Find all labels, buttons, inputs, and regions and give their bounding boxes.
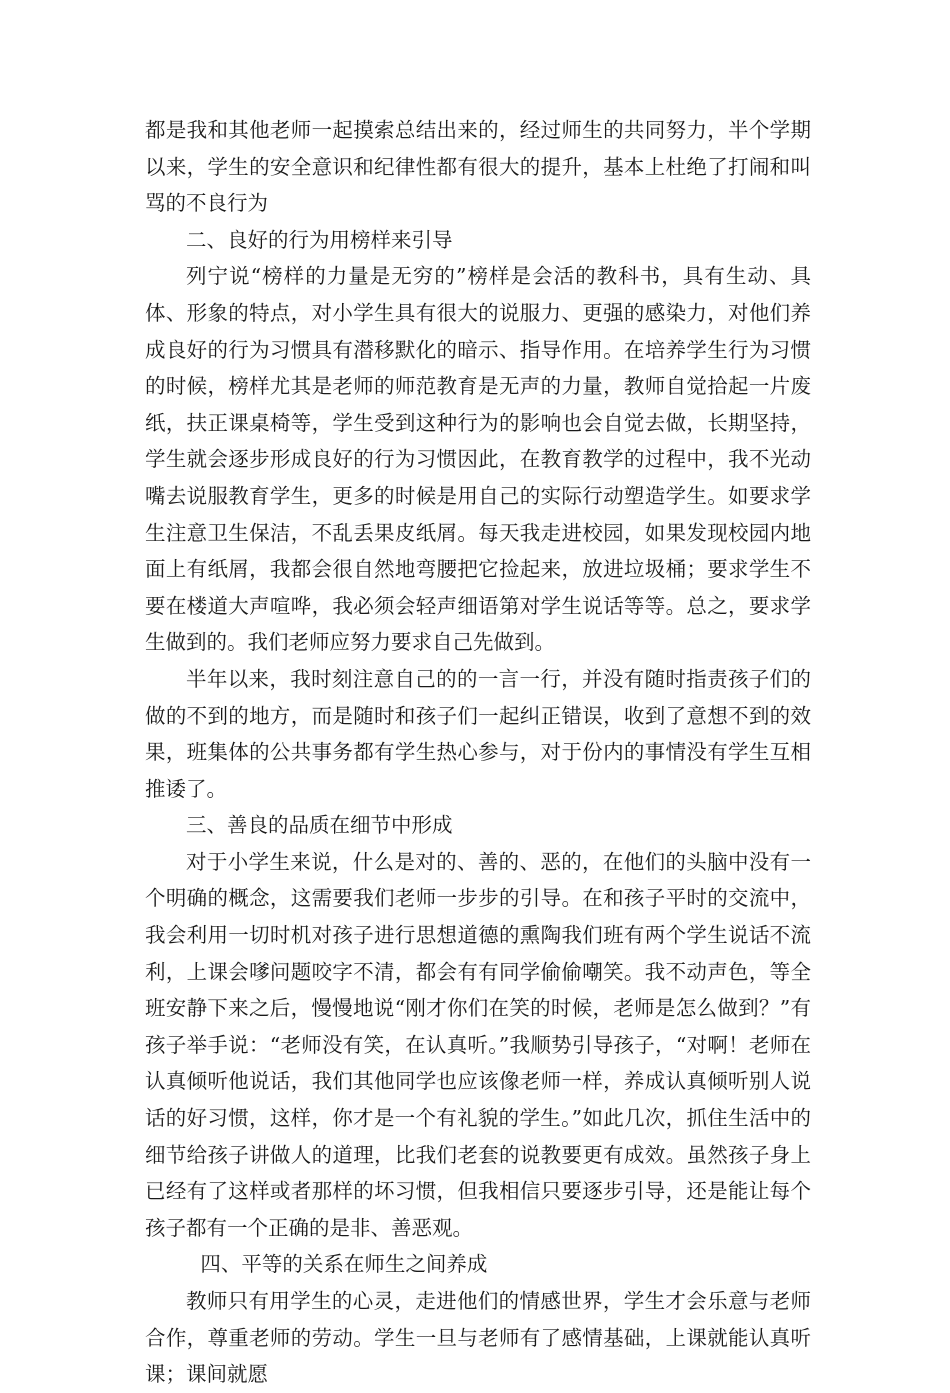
section-heading-3: 三、善良的品质在细节中形成 <box>186 813 453 838</box>
paragraph-role-model: 列宁说“榜样的力量是无穷的”榜样是会活的教科书，具有生动、具体、形象的特点，对小学生具有很大的说服力、更强的感染力，对他们养成良好的行为习惯具有潜移默化的暗示、指导作用。在培养学生行为习惯的时候，榜样尤其是老师的师范教育是无声的力量，教师自觉拾起一片废纸，扶正课桌椅等，学生受到这种行为的影响也会自觉去做，长期坚持，学生就会逐步形成良好的行为习惯因此，在教育教学的过程中，我不光动嘴去说服教育学生，更多的时候是用自己的实际行动塑造学生。如要求学生注意卫生保洁，不乱丢果皮纸屑。每天我走进校园，如果发现校园内地面上有纸屑，我都会很自然地弯腰把它捡起来，放进垃圾桶；要求学生不要在楼道大声喧哗，我必须会轻声细语第对学生说话等等。总之，要求学生做到的。我们老师应努力要求自己先做到。 <box>145 264 811 655</box>
section-heading-2: 二、良好的行为用榜样来引导 <box>186 227 453 252</box>
paragraph-continuation: 都是我和其他老师一起摸索总结出来的，经过师生的共同努力，半个学期以来，学生的安全意识和纪律性都有很大的提升，基本上杜绝了打闹和叫骂的不良行为 <box>145 118 811 216</box>
paragraph-half-year: 半年以来，我时刻注意自己的的一言一行，并没有随时指责孩子们的做的不到的地方，而是随时和孩子们一起纠正错误，收到了意想不到的效果，班集体的公共事务都有学生热心参与，对于份内的事情没有学生互相推诿了。 <box>145 666 811 801</box>
section-heading-4: 四、平等的关系在师生之间养成 <box>200 1252 488 1277</box>
paragraph-equality: 教师只有用学生的心灵，走进他们的情感世界，学生才会乐意与老师合作，尊重老师的劳动。学生一旦与老师有了感情基础，上课就能认真听课；课间就愿 <box>145 1289 811 1387</box>
paragraph-kindness: 对于小学生来说，什么是对的、善的、恶的，在他们的头脑中没有一个明确的概念，这需要我们老师一步步的引导。在和孩子平时的交流中，我会利用一切时机对孩子进行思想道德的熏陶我们班有两个学生说话不流利，上课会嗲问题咬字不清，都会有有同学偷偷嘲笑。我不动声色，等全班安静下来之后，慢慢地说“刚才你们在笑的时候，老师是怎么做到？”有孩子举手说：“老师没有笑，在认真听。”我顺势引导孩子，“对啊！老师在认真倾听他说话，我们其他同学也应该像老师一样，养成认真倾听别人说话的好习惯，这样，你才是一个有礼貌的学生。”如此几次，抓住生活中的细节给孩子讲做人的道理，比我们老套的说教要更有成效。虽然孩子身上已经有了这样或者那样的坏习惯，但我相信只要逐步引导，还是能让每个孩子都有一个正确的是非、善恶观。 <box>145 849 811 1240</box>
document-body <box>145 112 811 1393</box>
